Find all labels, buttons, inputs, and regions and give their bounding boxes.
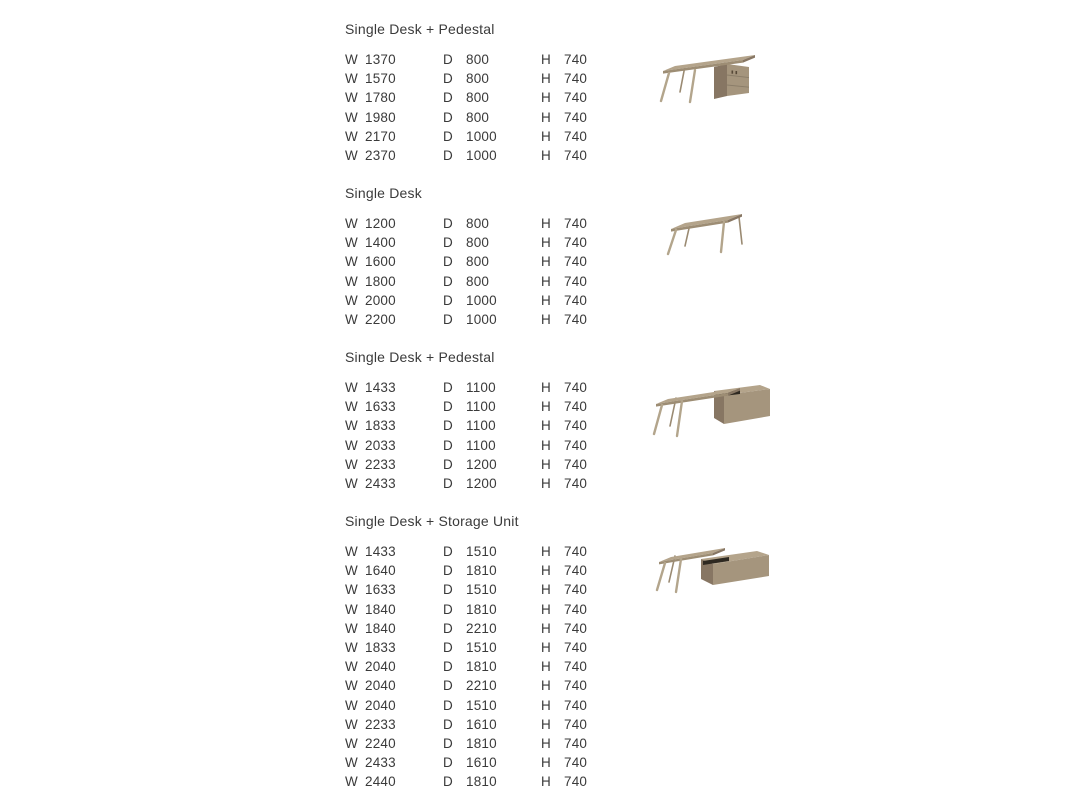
width-value: 1433 bbox=[365, 380, 396, 396]
height-label: H bbox=[541, 774, 551, 790]
desk-illustration-plain bbox=[665, 206, 757, 258]
height-value: 740 bbox=[564, 128, 588, 144]
depth-value: 1100 bbox=[466, 399, 496, 415]
height-label: H bbox=[541, 71, 551, 87]
height-value: 740 bbox=[564, 292, 588, 308]
width-label: W bbox=[345, 735, 358, 751]
depth-label: D bbox=[443, 476, 453, 492]
spec-section bbox=[345, 348, 805, 493]
height-label: H bbox=[541, 312, 551, 328]
height-label: H bbox=[541, 380, 551, 396]
width-value: 1840 bbox=[365, 601, 396, 617]
width-value: 2040 bbox=[365, 659, 396, 675]
depth-value: 1000 bbox=[466, 128, 497, 144]
width-label: W bbox=[345, 774, 358, 790]
depth-value: 800 bbox=[466, 254, 490, 270]
width-label: W bbox=[345, 312, 358, 328]
height-value: 740 bbox=[564, 774, 588, 790]
height-value: 740 bbox=[564, 582, 588, 598]
depth-label: D bbox=[443, 254, 453, 270]
spec-section bbox=[345, 512, 805, 791]
height-label: H bbox=[541, 678, 551, 694]
width-value: 2240 bbox=[365, 735, 396, 751]
width-label: W bbox=[345, 52, 358, 68]
height-label: H bbox=[541, 216, 551, 232]
dimension-row bbox=[345, 696, 805, 715]
height-value: 740 bbox=[564, 620, 588, 636]
height-value: 740 bbox=[564, 456, 588, 472]
height-label: H bbox=[541, 128, 551, 144]
depth-value: 1000 bbox=[466, 312, 497, 328]
dimension-row bbox=[345, 600, 805, 619]
height-label: H bbox=[541, 418, 551, 434]
depth-value: 800 bbox=[466, 90, 490, 106]
width-label: W bbox=[345, 292, 358, 308]
height-label: H bbox=[541, 109, 551, 125]
width-value: 2033 bbox=[365, 437, 396, 453]
width-value: 2233 bbox=[365, 716, 396, 732]
depth-value: 1810 bbox=[466, 774, 497, 790]
height-value: 740 bbox=[564, 235, 588, 251]
depth-value: 1200 bbox=[466, 476, 497, 492]
height-label: H bbox=[541, 148, 551, 164]
height-value: 740 bbox=[564, 399, 588, 415]
depth-label: D bbox=[443, 292, 453, 308]
width-value: 1200 bbox=[365, 216, 396, 232]
depth-label: D bbox=[443, 52, 453, 68]
depth-value: 1000 bbox=[466, 148, 497, 164]
height-label: H bbox=[541, 601, 551, 617]
height-label: H bbox=[541, 476, 551, 492]
width-value: 2440 bbox=[365, 774, 396, 790]
width-label: W bbox=[345, 254, 358, 270]
width-label: W bbox=[345, 678, 358, 694]
depth-label: D bbox=[443, 620, 453, 636]
depth-label: D bbox=[443, 755, 453, 771]
height-label: H bbox=[541, 399, 551, 415]
height-label: H bbox=[541, 90, 551, 106]
height-value: 740 bbox=[564, 601, 588, 617]
depth-label: D bbox=[443, 109, 453, 125]
depth-label: D bbox=[443, 735, 453, 751]
depth-label: D bbox=[443, 544, 453, 560]
height-label: H bbox=[541, 292, 551, 308]
dimension-row bbox=[345, 127, 805, 146]
dimension-row bbox=[345, 638, 805, 657]
width-label: W bbox=[345, 563, 358, 579]
width-value: 1570 bbox=[365, 71, 396, 87]
height-label: H bbox=[541, 563, 551, 579]
dimension-row bbox=[345, 272, 805, 291]
depth-value: 1810 bbox=[466, 563, 497, 579]
height-value: 740 bbox=[564, 273, 588, 289]
depth-label: D bbox=[443, 697, 453, 713]
height-value: 740 bbox=[564, 418, 588, 434]
depth-value: 1510 bbox=[466, 697, 497, 713]
width-label: W bbox=[345, 755, 358, 771]
width-value: 2170 bbox=[365, 128, 396, 144]
depth-label: D bbox=[443, 659, 453, 675]
depth-label: D bbox=[443, 128, 453, 144]
width-value: 1400 bbox=[365, 235, 396, 251]
width-label: W bbox=[345, 71, 358, 87]
dimension-row bbox=[345, 146, 805, 165]
height-value: 740 bbox=[564, 312, 588, 328]
width-value: 1833 bbox=[365, 418, 396, 434]
desk-illustration bbox=[657, 44, 757, 106]
height-label: H bbox=[541, 620, 551, 636]
height-value: 740 bbox=[564, 659, 588, 675]
width-value: 2233 bbox=[365, 456, 396, 472]
depth-value: 800 bbox=[466, 216, 490, 232]
height-label: H bbox=[541, 273, 551, 289]
width-value: 2433 bbox=[365, 476, 396, 492]
height-label: H bbox=[541, 640, 551, 656]
height-value: 740 bbox=[564, 735, 588, 751]
dimension-row bbox=[345, 772, 805, 791]
width-value: 2040 bbox=[365, 678, 396, 694]
depth-value: 1200 bbox=[466, 456, 497, 472]
desk-illustration bbox=[665, 206, 757, 258]
depth-value: 1100 bbox=[466, 418, 496, 434]
height-label: H bbox=[541, 544, 551, 560]
width-label: W bbox=[345, 659, 358, 675]
depth-label: D bbox=[443, 563, 453, 579]
width-value: 1640 bbox=[365, 563, 396, 579]
width-label: W bbox=[345, 418, 358, 434]
height-label: H bbox=[541, 52, 551, 68]
width-label: W bbox=[345, 235, 358, 251]
width-label: W bbox=[345, 640, 358, 656]
width-value: 2433 bbox=[365, 755, 396, 771]
depth-value: 1810 bbox=[466, 601, 497, 617]
height-value: 740 bbox=[564, 755, 588, 771]
width-label: W bbox=[345, 90, 358, 106]
section-title: Single Desk bbox=[345, 185, 422, 201]
width-value: 1840 bbox=[365, 620, 396, 636]
depth-label: D bbox=[443, 678, 453, 694]
height-value: 740 bbox=[564, 476, 588, 492]
width-value: 1633 bbox=[365, 582, 396, 598]
height-value: 740 bbox=[564, 71, 588, 87]
section-title: Single Desk + Pedestal bbox=[345, 21, 495, 37]
depth-value: 800 bbox=[466, 71, 490, 87]
height-label: H bbox=[541, 735, 551, 751]
depth-value: 1000 bbox=[466, 292, 497, 308]
height-value: 740 bbox=[564, 380, 588, 396]
depth-label: D bbox=[443, 418, 453, 434]
height-value: 740 bbox=[564, 544, 588, 560]
depth-label: D bbox=[443, 71, 453, 87]
depth-label: D bbox=[443, 235, 453, 251]
width-label: W bbox=[345, 697, 358, 713]
width-value: 2040 bbox=[365, 697, 396, 713]
width-label: W bbox=[345, 476, 358, 492]
height-label: H bbox=[541, 456, 551, 472]
desk-with-pedestal-illustration bbox=[657, 44, 757, 106]
height-label: H bbox=[541, 755, 551, 771]
depth-label: D bbox=[443, 380, 453, 396]
width-label: W bbox=[345, 716, 358, 732]
height-label: H bbox=[541, 437, 551, 453]
depth-value: 800 bbox=[466, 235, 490, 251]
depth-label: D bbox=[443, 312, 453, 328]
depth-label: D bbox=[443, 601, 453, 617]
depth-value: 1510 bbox=[466, 640, 497, 656]
height-label: H bbox=[541, 235, 551, 251]
width-label: W bbox=[345, 273, 358, 289]
depth-label: D bbox=[443, 716, 453, 732]
depth-label: D bbox=[443, 399, 453, 415]
height-value: 740 bbox=[564, 716, 588, 732]
depth-value: 2210 bbox=[466, 620, 497, 636]
depth-value: 1100 bbox=[466, 380, 496, 396]
width-value: 1833 bbox=[365, 640, 396, 656]
height-value: 740 bbox=[564, 148, 588, 164]
width-value: 1433 bbox=[365, 544, 396, 560]
width-value: 1800 bbox=[365, 273, 396, 289]
depth-label: D bbox=[443, 456, 453, 472]
height-value: 740 bbox=[564, 678, 588, 694]
depth-label: D bbox=[443, 437, 453, 453]
height-value: 740 bbox=[564, 52, 588, 68]
section-title: Single Desk + Storage Unit bbox=[345, 513, 519, 529]
depth-value: 1610 bbox=[466, 755, 497, 771]
height-label: H bbox=[541, 659, 551, 675]
width-label: W bbox=[345, 544, 358, 560]
section-title: Single Desk + Pedestal bbox=[345, 349, 495, 365]
width-label: W bbox=[345, 399, 358, 415]
height-value: 740 bbox=[564, 437, 588, 453]
depth-label: D bbox=[443, 582, 453, 598]
width-value: 1370 bbox=[365, 52, 396, 68]
width-label: W bbox=[345, 437, 358, 453]
depth-label: D bbox=[443, 640, 453, 656]
dimension-row bbox=[345, 676, 805, 695]
width-label: W bbox=[345, 620, 358, 636]
dimension-row bbox=[345, 753, 805, 772]
depth-value: 1610 bbox=[466, 716, 497, 732]
height-label: H bbox=[541, 254, 551, 270]
desk-illustration bbox=[655, 538, 783, 598]
height-label: H bbox=[541, 582, 551, 598]
width-value: 1980 bbox=[365, 109, 396, 125]
depth-label: D bbox=[443, 273, 453, 289]
height-label: H bbox=[541, 697, 551, 713]
width-value: 1633 bbox=[365, 399, 396, 415]
depth-label: D bbox=[443, 216, 453, 232]
dimension-row bbox=[345, 657, 805, 676]
desk-with-storage-unit-illustration bbox=[655, 538, 783, 598]
width-value: 1780 bbox=[365, 90, 396, 106]
height-label: H bbox=[541, 716, 551, 732]
height-value: 740 bbox=[564, 90, 588, 106]
height-value: 740 bbox=[564, 563, 588, 579]
dimension-row bbox=[345, 108, 805, 127]
width-value: 2000 bbox=[365, 292, 396, 308]
height-value: 740 bbox=[564, 254, 588, 270]
dimension-row bbox=[345, 455, 805, 474]
depth-value: 800 bbox=[466, 52, 490, 68]
dimension-row bbox=[345, 474, 805, 493]
height-value: 740 bbox=[564, 697, 588, 713]
depth-value: 1810 bbox=[466, 659, 497, 675]
depth-label: D bbox=[443, 90, 453, 106]
dimension-row bbox=[345, 310, 805, 329]
depth-value: 800 bbox=[466, 273, 490, 289]
dimension-row bbox=[345, 619, 805, 638]
dimension-row bbox=[345, 291, 805, 310]
depth-label: D bbox=[443, 148, 453, 164]
depth-value: 1100 bbox=[466, 437, 496, 453]
depth-value: 1810 bbox=[466, 735, 497, 751]
width-value: 1600 bbox=[365, 254, 396, 270]
width-value: 2370 bbox=[365, 148, 396, 164]
dimension-row bbox=[345, 734, 805, 753]
width-label: W bbox=[345, 216, 358, 232]
width-label: W bbox=[345, 128, 358, 144]
height-value: 740 bbox=[564, 640, 588, 656]
depth-value: 1510 bbox=[466, 544, 497, 560]
height-value: 740 bbox=[564, 216, 588, 232]
width-label: W bbox=[345, 380, 358, 396]
spec-section bbox=[345, 20, 805, 165]
width-label: W bbox=[345, 456, 358, 472]
spec-section bbox=[345, 184, 805, 329]
width-label: W bbox=[345, 601, 358, 617]
width-label: W bbox=[345, 582, 358, 598]
width-label: W bbox=[345, 148, 358, 164]
height-value: 740 bbox=[564, 109, 588, 125]
width-label: W bbox=[345, 109, 358, 125]
depth-label: D bbox=[443, 774, 453, 790]
desk-illustration bbox=[652, 372, 784, 440]
width-value: 2200 bbox=[365, 312, 396, 328]
depth-value: 2210 bbox=[466, 678, 497, 694]
desk-with-return-pedestal-illustration bbox=[652, 372, 784, 440]
depth-value: 1510 bbox=[466, 582, 497, 598]
dimension-row bbox=[345, 715, 805, 734]
depth-value: 800 bbox=[466, 109, 490, 125]
